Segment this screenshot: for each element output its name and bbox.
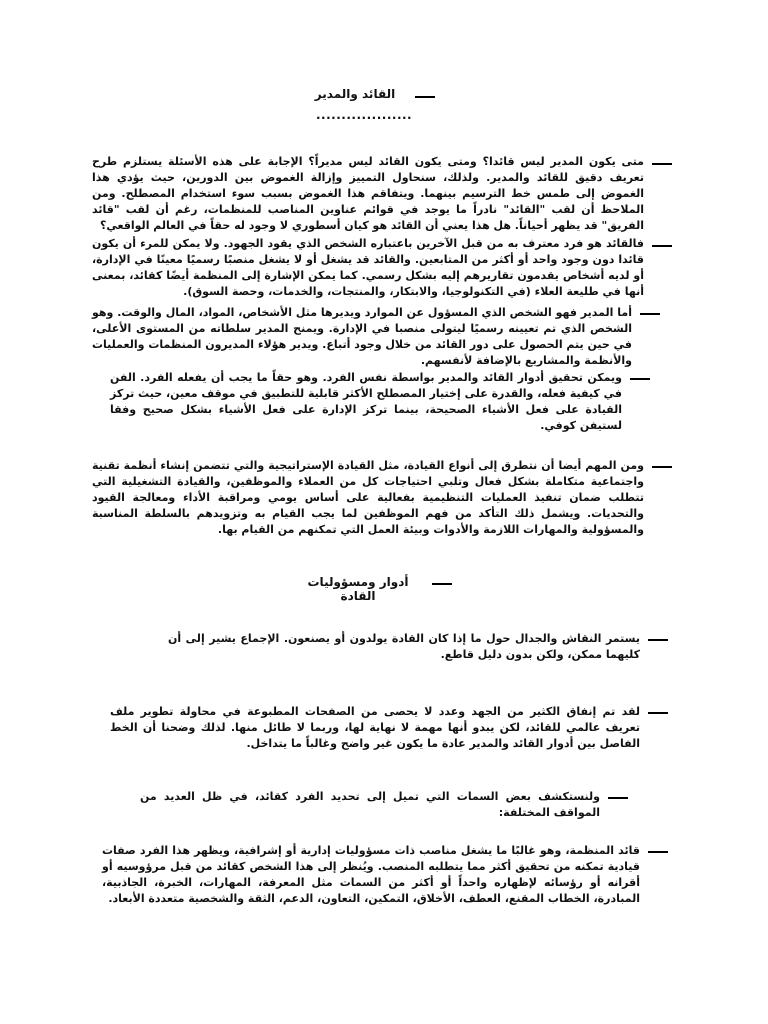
paragraph-4: ويمكن تحقيق أدوار القائد والمدير بواسطة نفس الفرد. وهو حقاً ما يجب أن يفعله الفرد. الفن في كيفية فعله، والقدرة على إختيار المصطلح الأكثر قابلية للتطبيق في موقف معين، حيث تركز القيادة على فعل الأشياء الصحيحة، بينما تركز الإدارة على فعل الأشياء بشكل صحيح وفقا لستيفن كوفي.: [110, 371, 622, 432]
title-dash: [415, 96, 435, 98]
paragraph-8: ولنستكشف بعض السمات التي تميل إلى تحديد الفرد كقائد، في ظل العديد من المواقف المختلفة:: [140, 790, 600, 819]
paragraph-dash: [652, 245, 672, 247]
paragraph-3: أما المدير فهو الشخص الذي المسؤول عن الموارد ويديرها مثل الأشخاص، المواد، المال والوقت. وهو الشخص الذي تم تعيينه رسميًا ليتولى منصبا في الإدارة. ويمنح المدير سلطاته من المستوى الأعلى، في حين يتم الحصول على دور القائد من خلال وجود أتباع. ويدير هؤلاء المديرون المنظمات والعمليات والأنظمة والمشاريع بالإضافة لأنفسهم.: [92, 306, 632, 367]
paragraph-dash: [630, 378, 650, 380]
section-dash: [432, 583, 452, 585]
paragraph-2: فالقائد هو فرد معترف به من قبل الآخرين باعتباره الشخص الذي يقود الجهود. ولا يمكن للمرء أن يكون قائدا دون وجود واحد أو أكثر من المتابعين. والقائد قد يشغل أو لا يشغل منصبًا رسميًا معينًا في الإدارة، أو لديه أشخاص يقدمون تقاريرهم إليه بشكل رسمي. كما يمكن الإشارة إلى المنظمة أيضًا كقائد، بمعنى أنها في طليعة العلاء (في التكنولوجيا، والابتكار، والمنتجات، والخدمات، وحصة السوق).: [92, 237, 644, 298]
paragraph-1: متى يكون المدير ليس قائدا؟ ومتى يكون القائد ليس مديراً؟ الإجابة على هذه الأسئلة يستلزم طرح تعريف دقيق للقائد والمدير. ولذلك، سنحاول التمييز وإزالة الغموض بين الدورين، حيث يؤدي هذا الغموض إلى طمس خط الترسيم بينهما. ويتفاقم هذا الغموض بسبب سوء استخدام المصطلح. ومن الملاحظ أن لقب "القائد" نادراً ما يوجد في قوائم عناوين المناصب للمنظمات، رغم أن لقب "قائد الفريق" قد يظهر أحياناً. هل هذا يعني أن القائد هو كيان أسطوري لا وجود له حقاً في العالم الواقعي؟: [92, 155, 644, 232]
page-title: القائد والمدير: [314, 87, 396, 101]
paragraph-dash: [648, 851, 668, 853]
section-heading: أدوار ومسؤوليات القادة: [307, 575, 409, 603]
paragraph-dash: [648, 712, 668, 714]
paragraph-dash: [652, 466, 672, 468]
paragraph-dash: [652, 163, 672, 165]
paragraph-dash: [640, 313, 660, 315]
paragraph-9: قائد المنظمة، وهو غالبًا ما يشغل مناصب ذات مسؤوليات إدارية أو إشرافية، ويظهر هذا الفرد صفات قيادية تمكنه من تحقيق أكثر مما يتطلبه المنصب. ويُنظر إلى هذا الشخص كقائد من قبل مرؤوسيه أو أقرانه أو رؤسائه لإظهاره واحداً أو أكثر من السمات مثل المعرفة، المهارات، الخبرة، الجاذبية، المبادرة، الخطاب المقنع، العطف، الأخلاق، التمكين، التعاون، الدعم، الثقة والشخصية متعددة الأبعاد.: [102, 844, 640, 905]
paragraph-dash: [648, 639, 668, 641]
paragraph-5: ومن المهم أيضا أن نتطرق إلى أنواع القيادة، مثل القيادة الإستراتيجية والتي تتضمن إنشاء أنظمة تقنية واجتماعية متكاملة بشكل فعال وتلبي احتياجات كل من العملاء والموظفين، والقيادة التشغيلية التي تتطلب ضمان تنفيذ العمليات التنظيمية بفعالية على أساس يومي ومراقبة الأداء ومعالجة القيود والتحديات. ويشمل ذلك التأكد من فهم الموظفين لما يجب القيام به وتزويدهم بالسلطة المناسبة والمسؤولية والمهارات اللازمة والأدوات وبيئة العمل التي تمكنهم من القيام بها.: [92, 459, 644, 536]
paragraph-dash: [608, 797, 628, 799]
paragraph-6: يستمر النقاش والجدال حول ما إذا كان القادة يولدون أو يصنعون. الإجماع يشير إلى أن كليهما ممكن، ولكن بدون دليل قاطع.: [168, 632, 640, 661]
title-dots: ...................: [316, 108, 413, 122]
paragraph-7: لقد تم إنفاق الكثير من الجهد وعدد لا يحصى من الصفحات المطبوعة في محاولة تطوير ملف تعريف عالمي للقائد، لكن يبدو أنها مهمة لا نهاية لها، وربما لا طائل منها. لذلك وضحنا أن الخط الفاصل بين أدوار القائد والمدير عادة ما يكون غير واضح وغالباً ما يتداخل.: [110, 705, 640, 750]
